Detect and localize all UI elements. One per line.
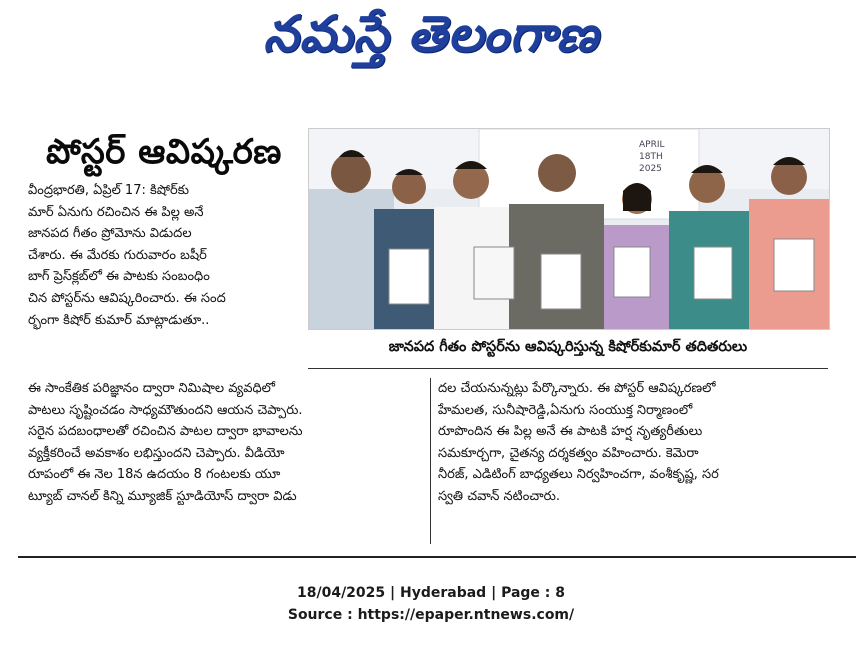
body-line: వ్యక్తీకరించే అవకాశం లభిస్తుందని చెప్పారు. వీడియో [28, 445, 285, 461]
body-line: స్వతి చవాన్ నటించారు. [438, 488, 560, 504]
article-photo [308, 128, 830, 330]
banner-text: 18TH [639, 152, 663, 162]
lead-line: చిన పోస్టర్‌ను ఆవిష్కరించారు. ఈ సంద [28, 290, 226, 306]
body-line: నీరజ్, ఎడిటింగ్ బాధ్యతలు నిర్వహించగా, వంశీకృష్ణ, సర [438, 467, 719, 483]
column-divider [430, 378, 431, 544]
caption-divider [308, 368, 828, 369]
body-line: ఈ సాంకేతిక పరిజ్ఞానం ద్వారా నిమిషాల వ్యవధిలో [28, 381, 276, 396]
newspaper-masthead [0, 0, 862, 80]
body-line: సరైన పదబంధాలతో రచించిన పాటల ద్వారా భావాలను [28, 424, 303, 440]
footer-edition-info: 18/04/2025 | Hyderabad | Page : 8 [296, 585, 566, 601]
lead-line: బాగ్ ప్రెస్‌క్లబ్‌లో ఈ పాటకు సంబంధిం [28, 269, 210, 285]
body-line: దల చేయనున్నట్లు పేర్కొన్నారు. ఈ పోస్టర్ ఆవిష్కరణలో [438, 381, 716, 396]
banner-text: APRIL [639, 140, 665, 150]
group-photo-illustration [309, 129, 829, 329]
banner-text: 2025 [639, 164, 662, 174]
lead-line: జానపద గీతం ప్రోమోను విడుదల [28, 226, 192, 242]
body-line: రూపంలో ఈ నెల 18న ఉదయం 8 గంటలకు యూ [28, 467, 281, 483]
body-line: పాటలు సృష్టించడం సాధ్యమౌతుందని ఆయన చెప్పారు. [28, 402, 303, 418]
body-line: సమకూర్చగా, చైతన్య దర్శకత్వం వహించారు. కెమెరా [438, 445, 699, 461]
clipping-bottom-rule [18, 556, 856, 558]
body-line: రూపొందిన ఈ పిల్ల అనే ఈ పాటకి హర్ష నృత్యరీతులు [438, 424, 703, 440]
lead-line: వీంద్రభారతి, ఏప్రిల్ 17: కిషోర్‌కు [28, 183, 189, 198]
photo-caption: జానపద గీతం పోస్టర్‌ను ఆవిష్కరిస్తున్న కిషోర్‌కుమార్ తదితరులు [388, 339, 748, 355]
lead-line: మార్ ఏనుగు రచించిన ఈ పిల్ల అనే [28, 204, 204, 220]
article-right-column [438, 378, 838, 508]
article-headline: పోస్టర్ ఆవిష్కరణ [46, 132, 282, 172]
lead-line: ర్భంగా కిషోర్ కుమార్ మాట్లాడుతూ.. [28, 312, 210, 328]
footer-source: Source : https://epaper.ntnews.com/ [287, 607, 575, 623]
body-line: ట్యూబ్ చానల్ కిన్ని మ్యూజిక్ స్టూడియోస్ ద్వారా విడు [28, 488, 297, 504]
article-lead-column [28, 180, 318, 331]
masthead-title: నమస్తే తెలంగాణ [263, 4, 599, 63]
body-line: హేమలత, సునీషారెడ్డి,ఏనుగు సంయుక్త నిర్మాణంలో [438, 402, 693, 418]
page-footer [0, 582, 862, 626]
article-left-column [28, 378, 426, 508]
lead-line: చేశారు. ఈ మేరకు గురువారం బషీర్ [28, 247, 207, 263]
